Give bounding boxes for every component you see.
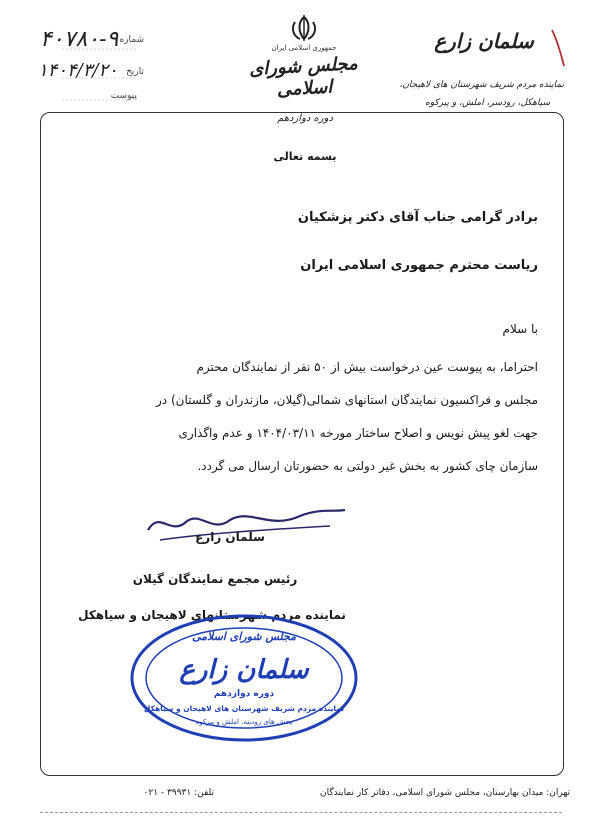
body-line-4: سازمان چای کشور به بخش غیر دولتی به حضورتان ارسال می گردد. (197, 459, 538, 473)
greeting: با سلام (502, 322, 538, 336)
body-line-1: احتراما، به پیوست عین درخواست بیش از ۵۰ نفر از نمایندگان محترم (196, 360, 538, 374)
body-line-3: جهت لغو پیش نویس و اصلاح ساختار مورخه ۱۴۰۴/۰۳/۱۱ و عدم واگذاری (178, 426, 538, 440)
stamp-top-text: مجلس شورای اسلامی (191, 630, 297, 643)
member-description-2: سیاهکل، رودسر، املش، و پیرکوه (425, 98, 550, 108)
number-date-block (32, 18, 182, 108)
signature-title-1: رئیس مجمع نمایندگان گیلان (132, 572, 298, 586)
footer-phone: تلفن: ۳۹۹۳۱ - ۰۲۱ (143, 788, 214, 798)
footer-dotted-line (40, 812, 562, 813)
number-value: ۴۰۷۸۰-۹ (40, 27, 119, 52)
date-value: ۱۴۰۴/۳/۲۰ (38, 60, 118, 81)
stamp-term: دوره دوازدهم (213, 689, 275, 699)
official-stamp (128, 612, 360, 744)
stamp-ring-text: نماینده مردم شریف شهرستان های لاهیجان و سیاهکل (143, 704, 345, 713)
number-label: شماره (119, 35, 144, 45)
member-description-1: نماینده مردم شریف شهرستان های لاهیجان، (399, 80, 564, 90)
red-pen-mark (548, 26, 568, 70)
footer-address: تهران: میدان بهارستان، مجلس شورای اسلامی، دفاتر کار نمایندگان (319, 788, 570, 798)
parliament-title: مجلس شورای اسلامی (248, 53, 359, 101)
recipient-line-1: برادر گرامی جناب آقای دکتر پزشکیان (297, 210, 538, 225)
recipient-line-2: ریاست محترم جمهوری اسلامی ایران (300, 258, 538, 273)
date-label: تاریخ (126, 67, 144, 77)
invocation: بسمه تعالی (273, 150, 337, 163)
signature-name: سلمان زارع (195, 530, 265, 544)
attachment-label: پیوست (110, 91, 137, 101)
stamp-name: سلمان زارع (179, 655, 309, 685)
emblem-text: جمهوری اسلامی ایران (271, 44, 337, 52)
term-label: دوره دوازدهم (277, 113, 333, 124)
member-name-header: سلمان زارع (434, 29, 534, 53)
parliament-emblem (268, 14, 340, 42)
signature-title-2: نماینده مردم شهرستانهای لاهیجان و سیاهکل (78, 608, 346, 622)
stamp-bottom-text: بخش های رودبنه، املش و پیرکوه (195, 718, 293, 726)
body-line-2: مجلس و فراکسیون نمایندگان استانهای شمالی(گیلان، مازندران و گلستان) در (156, 393, 538, 407)
